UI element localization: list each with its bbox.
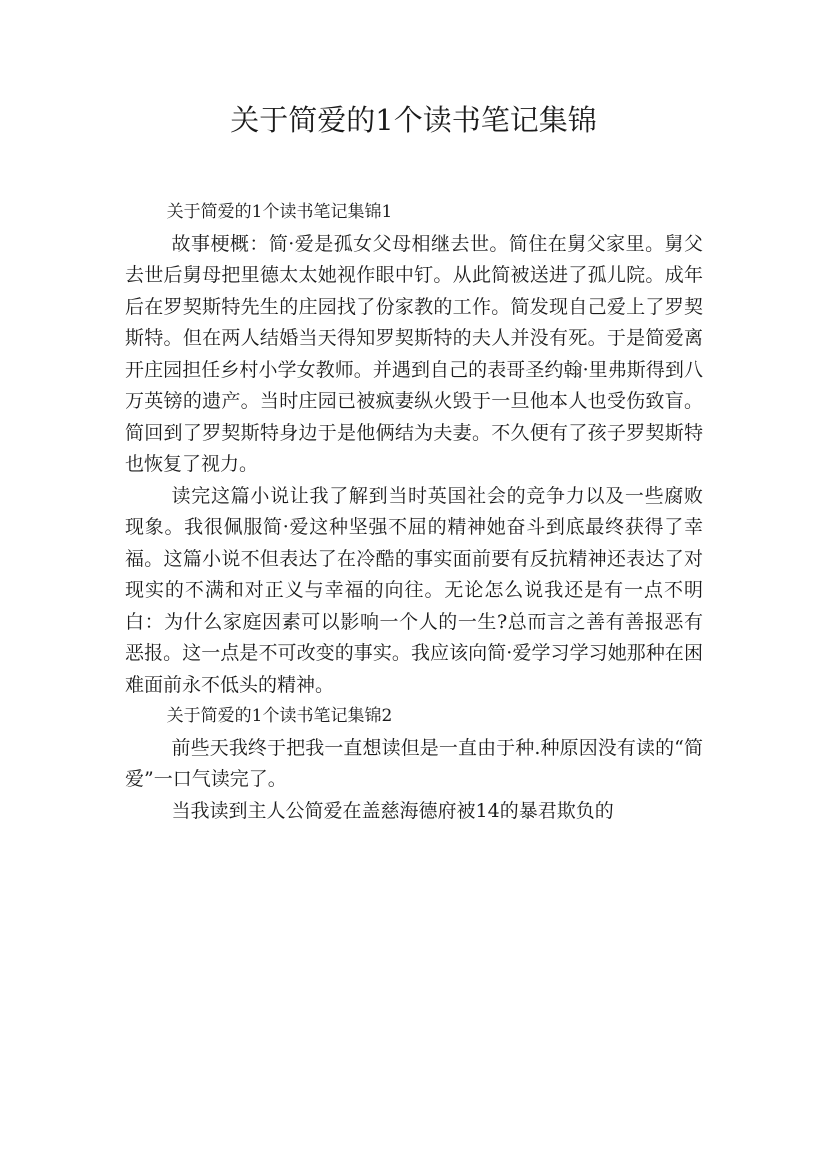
paragraph-synopsis: 故事梗概：简·爱是孤女父母相继去世。简住在舅父家里。舅父去世后舅母把里德太太她视作眼中钉。从此简被送进了孤儿院。成年后在罗契斯特先生的庄园找了份家教的工作。简发现自己爱上了罗契斯特。但在两人结婚当天得知罗契斯特的夫人并没有死。于是简爱离开庄园担任乡村小学女教师。并遇到自己的表哥圣约翰·里弗斯得到八万英镑的遗产。当时庄园已被疯妻纵火毁于一旦他本人也受伤致盲。简回到了罗契斯特身边于是他俩结为夫妻。不久便有了孩子罗契斯特也恢复了视力。: [125, 232, 703, 475]
document-title: 关于简爱的1个读书笔记集锦: [230, 103, 597, 137]
section-heading-1: 关于简爱的1个读书笔记集锦1: [166, 202, 393, 222]
section-heading-2: 关于简爱的1个读书笔记集锦2: [166, 706, 393, 726]
document-body: [125, 197, 703, 827]
paragraph-intro-2: 前些天我终于把我一直想读但是一直由于种.种原因没有读的“简爱”一口气读完了。: [125, 736, 703, 790]
paragraph-reflection: 读完这篇小说让我了解到当时英国社会的竞争力以及一些腐败现象。我很佩服简·爱这种坚强不屈的精神她奋斗到底最终获得了幸福。这篇小说不但表达了在冷酷的事实面前要有反抗精神还表达了对现实的不满和对正义与幸福的向往。无论怎么说我还是有一点不明白：为什么家庭因素可以影响一个人的一生?总而言之善有善报恶有恶报。这一点是不可改变的事实。我应该向简·爱学习学习她那种在困难面前永不低头的精神。: [125, 484, 703, 696]
paragraph-partial: 当我读到主人公简爱在盖慈海德府被14的暴君欺负的: [171, 799, 614, 822]
